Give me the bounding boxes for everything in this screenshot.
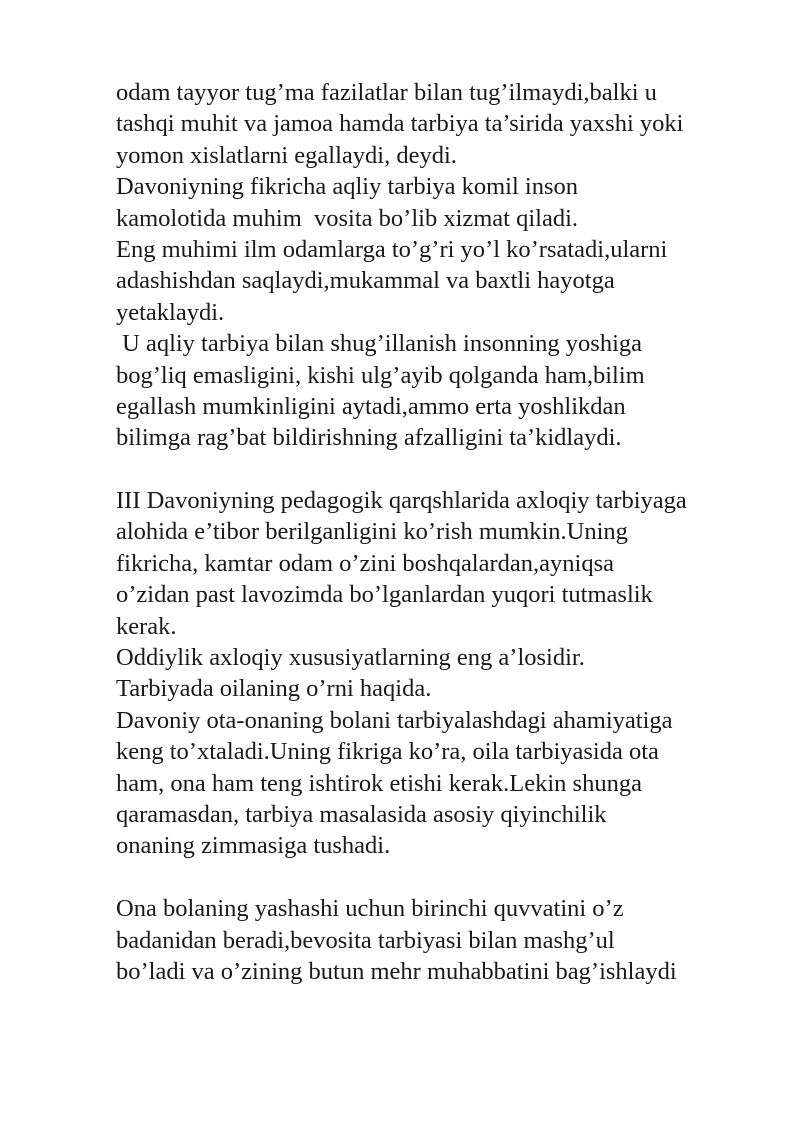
text-line: kerak. [116,612,177,640]
text-line: qaramasdan, tarbiya masalasida asosiy qiyinchilik [116,800,607,828]
text-line: o’zidan past lavozimda bo’lganlardan yuqori tutmaslik [116,581,653,609]
text-line: Tarbiyada oilaning o’rni haqida. [116,675,432,703]
text-line: U aqliy tarbiya bilan shug’illanish insonning yoshiga [116,330,643,358]
text-line: Davoniyning fikricha aqliy tarbiya komil inson [116,173,579,201]
text-line: tashqi muhit va jamoa hamda tarbiya ta’sirida yaxshi yoki [116,110,684,138]
text-line: kamolotida muhim vosita bo’lib xizmat qiladi. [116,204,579,232]
text-line: ham, ona ham teng ishtirok etishi kerak.Lekin shunga [116,769,642,797]
text-line: Oddiylik axloqiy xususiyatlarning eng a’losidir. [116,644,585,672]
paragraph-break [116,862,766,893]
text-line: Ona bolaning yashashi uchun birinchi quvvatini o’z [116,895,624,923]
text-line: III Davoniyning pedagogik qarqshlarida axloqiy tarbiyaga [116,487,687,515]
text-line: alohida e’tibor berilganligini ko’rish mumkin.Uning [116,518,628,546]
text-line: bog’liq emasligini, kishi ulg’ayib qolganda ham,bilim [116,361,645,389]
text-line: onaning zimmasiga tushadi. [116,832,391,860]
text-line: bilimga rag’bat bildirishning afzalligini ta’kidlaydi. [116,424,622,452]
text-line: bo’ladi va o’zining butun mehr muhabbatini bag’ishlaydi [116,957,677,985]
text-line: badanidan beradi,bevosita tarbiyasi bilan mashg’ul [116,926,615,954]
text-line: yetaklaydi. [116,298,225,326]
document-body-text [116,77,766,987]
paragraph-break [116,454,766,485]
text-line: fikricha, kamtar odam o’zini boshqalardan,ayniqsa [116,549,614,577]
text-line: odam tayyor tug’ma fazilatlar bilan tug’ilmaydi,balki u [116,79,657,106]
text-line: keng to’xtaladi.Uning fikriga ko’ra, oila tarbiyasida ota [116,738,659,766]
text-line: Eng muhimi ilm odamlarga to’g’ri yo’l ko’rsatadi,ularni [116,235,668,263]
text-line: adashishdan saqlaydi,mukammal va baxtli hayotga [116,267,615,295]
text-line: egallash mumkinligini aytadi,ammo erta yoshlikdan [116,392,626,420]
text-line: yomon xislatlarni egallaydi, deydi. [116,141,457,169]
text-line: Davoniy ota-onaning bolani tarbiyalashdagi ahamiyatiga [116,706,673,734]
